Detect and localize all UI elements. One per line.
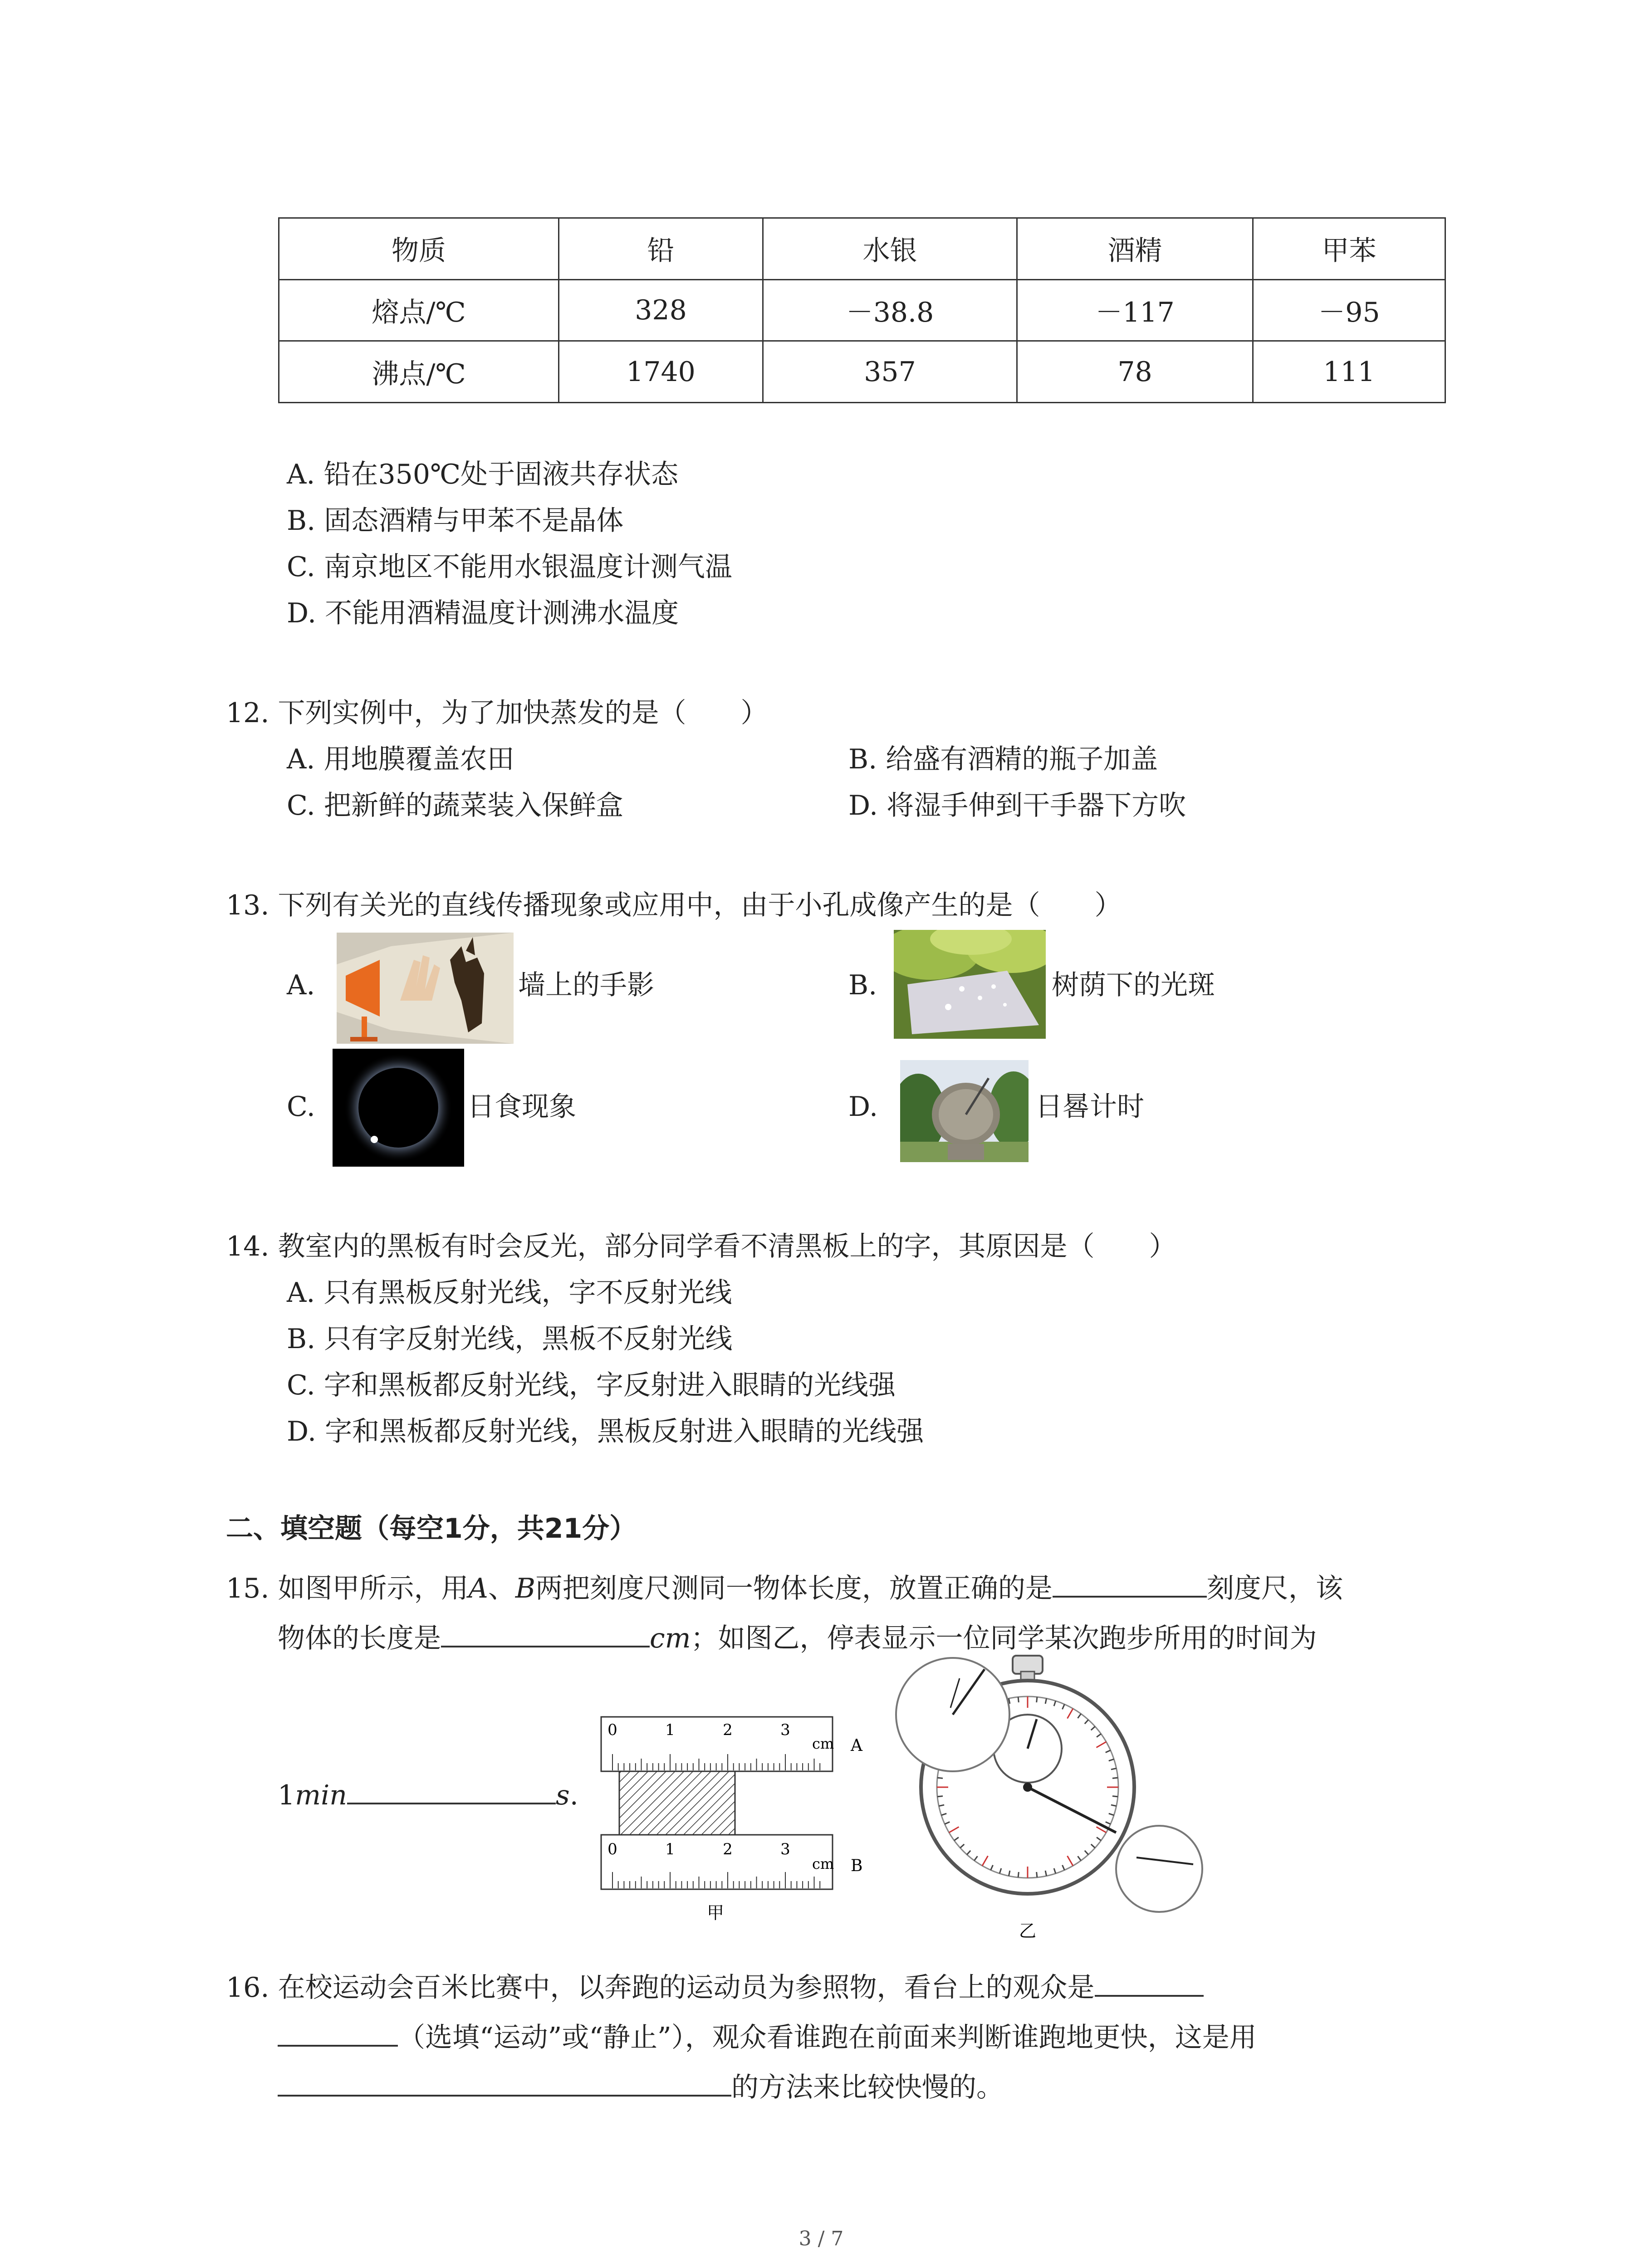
q13-stem: 13. 下列有关光的直线传播现象或应用中，由于小孔成像产生的是（ ） [226, 890, 1122, 921]
q11-option-c[interactable]: C. 南京地区不能用水银温度计测气温 [287, 551, 732, 583]
stopwatch-figure [880, 1651, 1225, 1941]
table-cell: 357 [763, 341, 1017, 403]
q14-option-b[interactable]: B. 只有字反射光线，黑板不反射光线 [287, 1323, 733, 1355]
hand-shadow-illustration [337, 933, 514, 1044]
page-number: 3 / 7 [798, 2227, 844, 2250]
section-heading: 二、填空题（每空1分，共21分） [226, 1513, 637, 1545]
tick-label: 1 [665, 1840, 675, 1858]
ruler-a-label: A [851, 1736, 862, 1755]
figure-caption-jia: 甲 [706, 1903, 725, 1923]
tick-label: 2 [723, 1721, 733, 1739]
stopwatch-tick [937, 1796, 943, 1797]
table-cell: 熔点/℃ [279, 279, 559, 341]
q13-option-b-letter[interactable]: B. [848, 969, 877, 1001]
ruler-a-name: A [468, 1573, 488, 1604]
tick-label: 3 [780, 1721, 790, 1739]
table-cell: 78 [1017, 341, 1253, 403]
q15-text: 两把刻度尺测同一物体长度，放置正确的是 [535, 1573, 1053, 1604]
hand-shadow-image [337, 933, 514, 1044]
answer-blank-2[interactable] [441, 1618, 650, 1647]
q11-option-a[interactable]: A. 铅在350℃处于固液共存状态 [287, 459, 679, 490]
ruler-unit: cm [812, 1735, 834, 1752]
q13-option-a-text: 墙上的手影 [518, 969, 654, 1001]
figure-caption-yi: 乙 [1019, 1921, 1037, 1941]
q15-line-1 [226, 1569, 1343, 1605]
q16-line-2 [278, 2018, 1257, 2054]
q15-text: 1 [278, 1779, 295, 1811]
q12-option-d[interactable]: D. 将湿手伸到干手器下方吹 [848, 790, 1186, 821]
table-cell: －117 [1017, 279, 1253, 341]
tick-label: 2 [723, 1840, 733, 1858]
ruler-unit: cm [812, 1855, 834, 1872]
q12-option-a[interactable]: A. 用地膜覆盖农田 [287, 743, 514, 775]
answer-blank-5[interactable] [278, 2018, 398, 2047]
sundial-image [900, 1060, 1029, 1162]
tree-shade-image [894, 930, 1046, 1039]
q16-line-3 [278, 2068, 1004, 2104]
q11-option-d[interactable]: D. 不能用酒精温度计测沸水温度 [287, 597, 679, 629]
ruler-figure [597, 1715, 887, 1928]
tick-label: 3 [780, 1840, 790, 1858]
tick-label: 0 [607, 1721, 617, 1739]
q16-text: 16. 在校运动会百米比赛中，以奔跑的运动员为参照物，看台上的观众是 [226, 1972, 1095, 2004]
q16-line-1 [226, 1968, 1204, 2004]
answer-blank-3[interactable] [347, 1775, 556, 1804]
measured-object [619, 1771, 735, 1835]
answer-blank-1[interactable] [1053, 1569, 1207, 1598]
q11-option-b[interactable]: B. 固态酒精与甲苯不是晶体 [287, 505, 624, 537]
tree-shade-illustration [894, 930, 1046, 1039]
stopwatch-tick [1018, 1872, 1019, 1877]
table-cell: 甲苯 [1253, 218, 1445, 280]
q15-text: 、 [488, 1573, 515, 1604]
table-row [279, 341, 1445, 403]
table-cell: －38.8 [763, 279, 1017, 341]
q15-text: 刻度尺，该 [1206, 1573, 1343, 1604]
table-cell: 沸点/℃ [279, 341, 559, 403]
q14-option-a[interactable]: A. 只有黑板反射光线，字不反射光线 [287, 1277, 732, 1309]
q13-option-b-text: 树荫下的光斑 [1052, 969, 1215, 1001]
ruler-b-label: B [851, 1857, 863, 1875]
answer-blank-6[interactable] [278, 2068, 731, 2097]
solar-eclipse-illustration [333, 1049, 464, 1167]
q13-option-d-letter[interactable]: D. [848, 1091, 878, 1123]
table-row [279, 279, 1445, 341]
table-cell: 1740 [559, 341, 763, 403]
q14-option-d[interactable]: D. 字和黑板都反射光线，黑板反射进入眼睛的光线强 [287, 1416, 924, 1447]
table-cell: 328 [559, 279, 763, 341]
property-table [278, 217, 1446, 403]
second-zoom-circle [1116, 1826, 1202, 1912]
q15-text: . [569, 1779, 578, 1811]
q15-line-2 [278, 1618, 1317, 1655]
unit-cm: cm [650, 1623, 691, 1654]
table-cell: 物质 [279, 218, 559, 280]
q13-option-c-letter[interactable]: C. [287, 1091, 315, 1123]
q13-option-a-letter[interactable]: A. [287, 969, 315, 1001]
q16-text: （选填“运动”或“静止”），观众看谁跑在前面来判断谁跑地更快，这是用 [398, 2022, 1257, 2053]
q12-option-c[interactable]: C. 把新鲜的蔬菜装入保鲜盒 [287, 790, 623, 821]
q15-text: ；如图乙，停表显示一位同学某次跑步所用的时间为 [691, 1623, 1317, 1654]
table-cell: 酒精 [1017, 218, 1253, 280]
tick-label: 0 [607, 1840, 617, 1858]
q15-text: 15. 如图甲所示，用 [226, 1573, 469, 1604]
table-cell: 111 [1253, 341, 1445, 403]
q13-option-d-text: 日晷计时 [1035, 1091, 1144, 1123]
answer-blank-4[interactable] [1095, 1968, 1204, 1997]
q12-option-b[interactable]: B. 给盛有酒精的瓶子加盖 [848, 743, 1158, 775]
q14-stem: 14. 教室内的黑板有时会反光，部分同学看不清黑板上的字，其原因是（ ） [226, 1231, 1176, 1262]
stopwatch-tick [1018, 1697, 1019, 1702]
table-cell: 水银 [763, 218, 1017, 280]
unit-min: min [295, 1779, 347, 1811]
q16-text: 的方法来比较快慢的。 [731, 2072, 1004, 2103]
unit-s: s [555, 1779, 570, 1811]
q13-option-c-text: 日食现象 [467, 1091, 576, 1123]
tick-label: 1 [665, 1721, 675, 1739]
q15-line-3 [278, 1775, 578, 1812]
sundial-illustration [900, 1060, 1029, 1162]
stopwatch-tick [1112, 1796, 1118, 1797]
q15-text: 物体的长度是 [278, 1623, 441, 1654]
q12-stem: 12. 下列实例中，为了加快蒸发的是（ ） [226, 697, 768, 729]
table-cell: －95 [1253, 279, 1445, 341]
table-cell: 铅 [559, 218, 763, 280]
solar-eclipse-image [333, 1049, 464, 1167]
q14-option-c[interactable]: C. 字和黑板都反射光线，字反射进入眼睛的光线强 [287, 1369, 896, 1401]
ruler-b-name: B [515, 1573, 535, 1604]
table-header-row [279, 218, 1445, 280]
